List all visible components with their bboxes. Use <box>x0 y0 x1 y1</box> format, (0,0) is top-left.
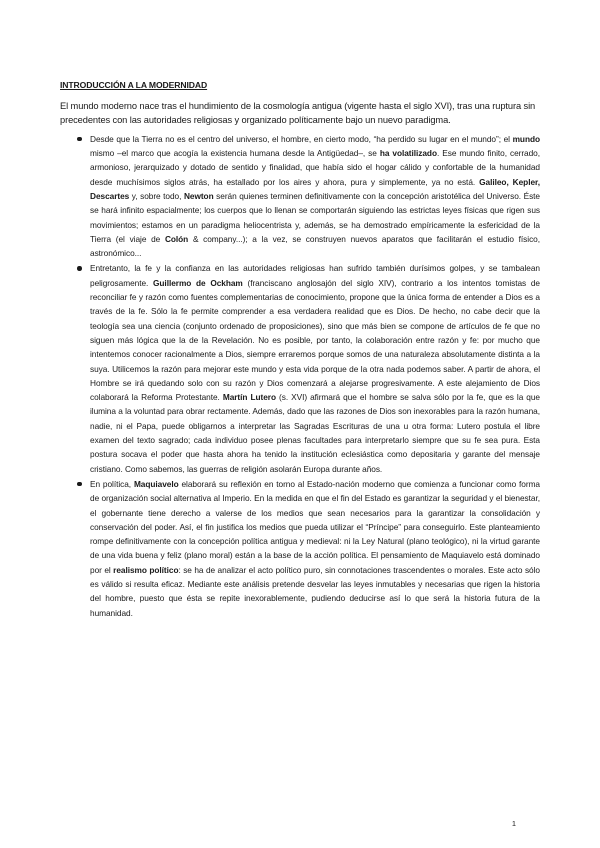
text-run: mismo –el marco que acogía la existencia humana desde la Antigüedad–, se <box>90 148 380 159</box>
bold-term: mundo <box>512 133 540 144</box>
bullet-point-religion <box>60 261 540 475</box>
bold-term: Guillermo de Ockham <box>153 277 243 288</box>
document-title: INTRODUCCIÓN A LA MODERNIDAD <box>60 80 208 90</box>
bold-term: ha volatilizado <box>379 148 437 159</box>
text-run: Entretanto, la fe y la confianza en las autoridades religiosas han sufrido también durísimos golpes, y se tambalean peligrosamente. <box>90 263 540 288</box>
bold-term: Maquiavelo <box>133 478 179 489</box>
bullet-icon <box>77 266 82 271</box>
bullet-text <box>90 134 540 258</box>
bold-term: Newton <box>183 191 214 201</box>
bold-term: Martín Lutero <box>222 392 276 403</box>
text-run: (franciscano anglosajón del siglo XIV), contrario a los intentos tomistas de reconciliar fe y razón como fuentes complementarias de conocimiento, propone que la única forma de entender a Dios es a través de la fe. Sólo la fe permite comprender a esa verdadera realidad que es Dios. De hecho, no cabe decir que la teología sea una ciencia (conjunto ordenado de proposiciones), sino que más bien se compone de artículos de fe que no siguen más lógica que la de la Revelación. No es posible, por tanto, la colaboración entre razón y fe: por mucho que intentemos conocer racionalmente a Dios, siempre erraremos porque somos de una naturaleza absolutamente distinta a la suya. Utilicemos la razón para mejorar este mundo y esta vida porque de la otra nada podemos saber. A partir de ahora, el Hombre se irá quedando solo con su razón y Dios comenzará a alejarse progresivamente. A este alejamiento de Dios colaborará la Reforma Protestante. <box>90 277 540 403</box>
bullet-icon <box>77 482 82 487</box>
text-run: elaborará su reflexión en torno al Estado-nación moderno que comienza a funcionar como forma de organización social alternativa al Imperio. En la medida en que el fin del Estado es garantizar la seguridad y el bienestar, el gobernante tiene derecho a valerse de los medios que sean necesarios para la garantizar la consolidación y conservación del poder. Así, el fin justifica los medios que pueda utilizar el “Príncipe” para conseguirlo. Este planteamiento rompe definitivamente con la concepción política antigua y medieval: ni la Ley Natural (plano teológico), ni la virtud garante de una vida buena y feliz (plano moral) están a la base de la acción política. El pensamiento de Maquiavelo está dominado por el <box>90 478 540 575</box>
bullet-point-cosmology <box>60 132 540 261</box>
bullet-text <box>90 479 540 618</box>
text-run: & company...); a la vez, se construyen nuevos aparatos que facilitarán el estudio físico, astronómico... <box>90 233 540 259</box>
bold-term: Galileo, Kepler, Descartes <box>90 176 540 201</box>
text-run: (s. XVI) afirmará que el hombre se salva sólo por la fe, que es la que ilumina a la voluntad para obrar rectamente. Además, dado que las razones de Dios son inexorables para la razón humana, nadie, ni el Papa, puede obligarnos a interpretar las Sagradas Escrituras de una u otra forma: Lutero postula el libre examen del texto sagrado; cada individuo posee plenas facultades para interpretarlo siempre que su fe sea pura. Esta postura socava el poder que hasta ahora ha tenido la institución eclesiástica como depositaria y garante del mensaje cristiano. Como sabemos, las guerras de religión asolarán Europa durante años. <box>90 392 540 474</box>
text-run: . Ese mundo finito, cerrado, armonioso, jerarquizado y dotado de sentido y finalidad, que había sido el hogar cálido y confortable de la humanidad desde muchísimos siglos atrás, ha estallado por los aires y ahora, pura y simplemente, ya no está. <box>90 148 541 187</box>
bold-term: realismo político <box>113 564 179 575</box>
text-run: serán quienes terminen definitivamente con la concepción aristotélica del Universo. Éste se hará infinito espacialmente; los cuerpos que lo llenan se comportarán siguiendo las estrictas leyes físicas que rigen sus movimientos; estamos en un paradigma heliocentrista y, además, se ha demostrado empíricamente la esfericidad de la Tierra (el viaje de <box>90 191 540 244</box>
text-run: En política, <box>90 478 134 489</box>
text-run: Desde que la Tierra no es el centro del universo, el hombre, en cierto modo, “ha perdido su lugar en el mundo”; el <box>90 133 513 144</box>
bullet-point-politics <box>60 477 540 620</box>
page-number: 1 <box>511 819 516 828</box>
bullet-list <box>60 132 540 620</box>
bullet-icon <box>77 137 82 142</box>
bullet-text <box>90 263 540 473</box>
text-run: : se ha de analizar el acto político puro, sin connotaciones trascendentes o morales. Este acto sólo es válido si resulta eficaz. Mediante este análisis pretende desvelar las leyes inmutables y necesarias que rigen la historia del hombre, puesto que ésta se repite inexorablemente, pudiendo deducirse así lo que será la historia futura de la humanidad. <box>90 564 540 618</box>
bold-term: Colón <box>164 233 189 244</box>
text-run: y, sobre todo, <box>129 191 184 201</box>
intro-paragraph: El mundo moderno nace tras el hundimiento de la cosmología antigua (vigente hasta el siglo XVI), tras una ruptura sin precedentes con las autoridades religiosas y organizado políticamente bajo un nuevo paradigma. <box>60 101 536 126</box>
